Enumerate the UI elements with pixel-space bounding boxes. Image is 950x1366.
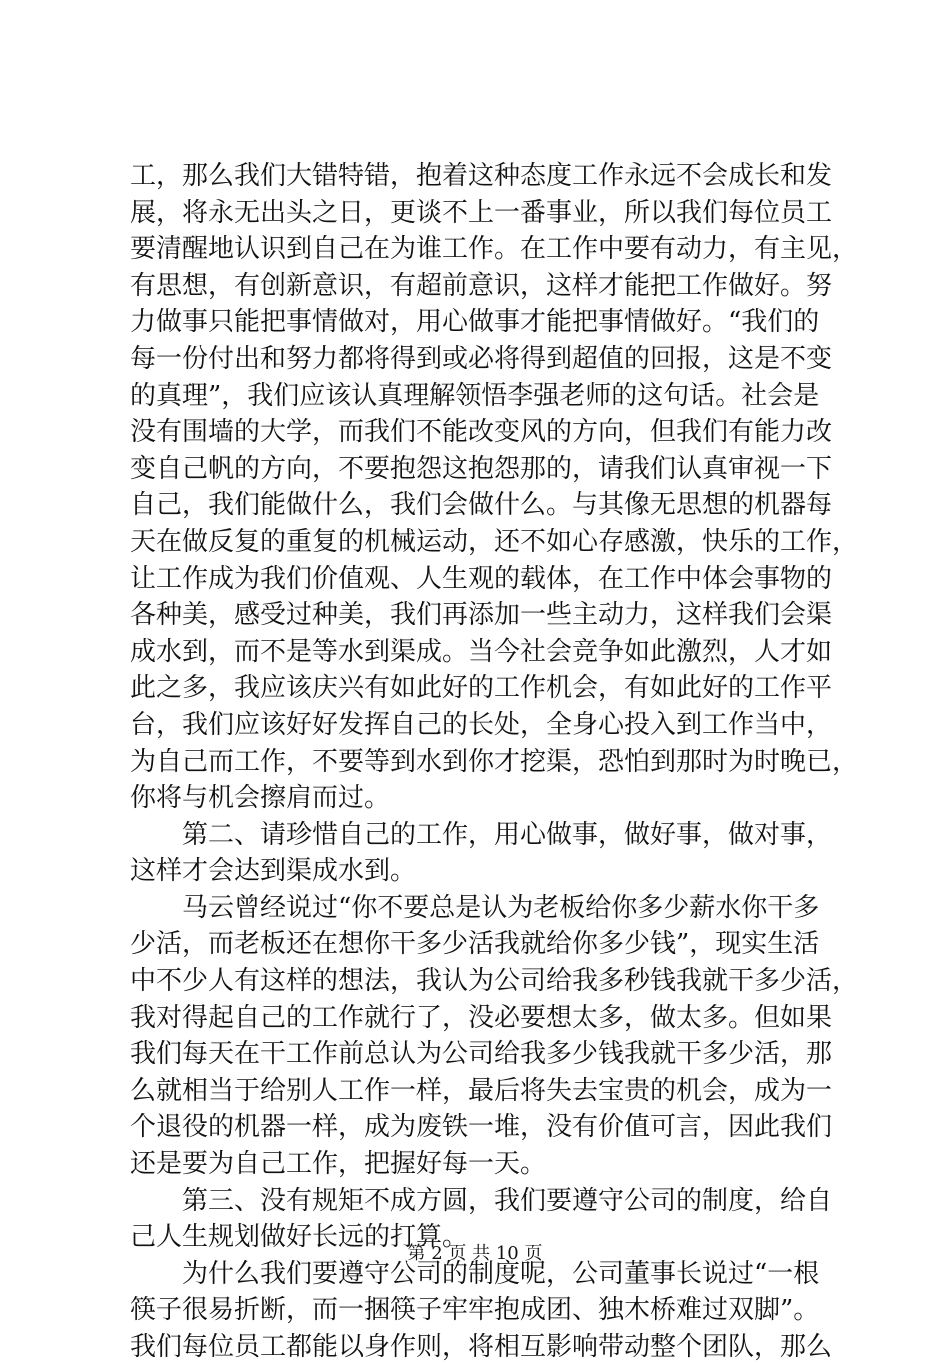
text-line: 少活，而老板还在想你干多少活我就给你多少钱”，现实生活: [130, 929, 820, 960]
text-line: 展，将永无出头之日，更谈不上一番事业，所以我们每位员工: [130, 197, 833, 228]
text-line: 变自己帆的方向，不要抱怨这抱怨那的，请我们认真审视一下: [130, 453, 833, 484]
body-text: [130, 158, 859, 1366]
text-line: 各种美，感受过种美，我们再添加一些主动力，这样我们会渠: [130, 600, 833, 631]
text-line: 有思想，有创新意识，有超前意识，这样才能把工作做好。努: [130, 270, 833, 301]
text-line: 我对得起自己的工作就行了，没必要想太多，做太多。但如果: [130, 1002, 833, 1033]
text-line: 筷子很易折断，而一捆筷子牢牢抱成团、独木桥难过双脚”。: [130, 1295, 820, 1326]
text-line: 为什么我们要遵守公司的制度呢，公司董事长说过“一根: [182, 1258, 820, 1289]
text-line: 你将与机会擦肩而过。: [130, 783, 391, 814]
text-line: 力做事只能把事情做对，用心做事才能把事情做好。“我们的: [130, 307, 820, 338]
text-line: 么就相当于给别人工作一样，最后将失去宝贵的机会，成为一: [130, 1075, 833, 1106]
text-line: 每一份付出和努力都将得到或必将得到超值的回报，这是不变: [130, 343, 833, 374]
text-line: 我们每天在干工作前总认为公司给我多少钱我就干多少活，那: [130, 1039, 833, 1070]
text-line: 还是要为自己工作，把握好每一天。: [130, 1149, 547, 1180]
text-line: 中不少人有这样的想法，我认为公司给我多秒钱我就干多少活，: [130, 966, 859, 997]
page-footer: 第 2 页 共 10 页: [407, 1243, 543, 1264]
text-line: 此之多，我应该庆兴有如此好的工作机会，有如此好的工作平: [130, 673, 833, 704]
text-line: 的真理”，我们应该认真理解领悟李强老师的这句话。社会是: [130, 380, 820, 411]
text-line: 为自己而工作，不要等到水到你才挖渠，恐怕到那时为时晚已，: [130, 746, 859, 777]
text-line: 台，我们应该好好发挥自己的长处，全身心投入到工作当中，: [130, 709, 833, 740]
text-line: 让工作成为我们价值观、人生观的载体，在工作中体会事物的: [130, 563, 833, 594]
text-line: 要清醒地认识到自己在为谁工作。在工作中要有动力，有主见，: [130, 234, 859, 265]
text-line: 自己，我们能做什么，我们会做什么。与其像无思想的机器每: [130, 490, 833, 521]
text-line: 马云曾经说过“你不要总是认为老板给你多少薪水你干多: [182, 892, 820, 923]
text-line: 我们每位员工都能以身作则，将相互影响带动整个团队，那么: [130, 1332, 833, 1362]
text-line: 这样才会达到渠成水到。: [130, 856, 417, 887]
text-line: 工，那么我们大错特错，抱着这种态度工作永远不会成长和发: [130, 161, 833, 191]
text-line: 没有围墙的大学，而我们不能改变风的方向，但我们有能力改: [130, 417, 833, 448]
text-line: 个退役的机器一样，成为废铁一堆，没有价值可言，因此我们: [130, 1112, 833, 1143]
text-line: 己人生规划做好长远的打算。: [130, 1222, 469, 1253]
text-line: 天在做反复的重复的机械运动，还不如心存感激，快乐的工作，: [130, 526, 859, 557]
text-line: 成水到，而不是等水到渠成。当今社会竞争如此激烈，人才如: [130, 636, 833, 667]
text-line: 第三、没有规矩不成方圆，我们要遵守公司的制度，给自: [182, 1185, 833, 1216]
text-line: 第二、请珍惜自己的工作，用心做事，做好事，做对事，: [182, 819, 833, 850]
